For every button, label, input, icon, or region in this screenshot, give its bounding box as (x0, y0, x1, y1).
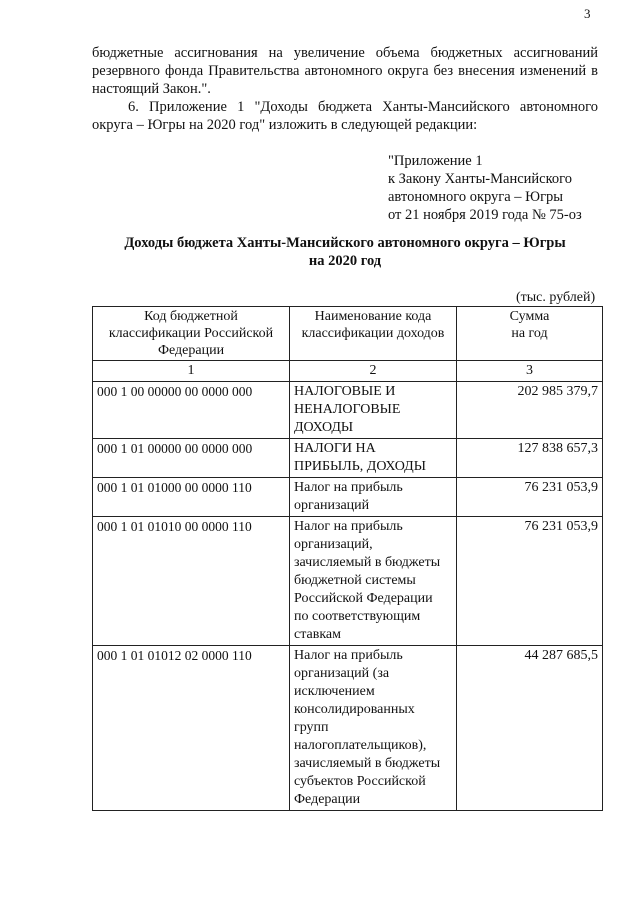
intro-line-1: бюджетные ассигнования на увеличение объема бюджетных ассигнований (92, 45, 598, 61)
income-name-line: Федерации (294, 792, 361, 807)
budget-code-cell: 000 1 01 00000 00 0000 000 (93, 439, 290, 478)
annual-sum-cell: 202 985 379,7 (457, 382, 603, 439)
units-label: (тыс. рублей) (516, 290, 596, 305)
income-name-line: НЕНАЛОГОВЫЕ (294, 402, 401, 417)
table-body (93, 382, 603, 811)
item6-line-2: округа – Югры на 2020 год" изложить в следующей редакции: (92, 117, 478, 133)
document-title (92, 234, 598, 270)
income-name-cell (290, 478, 457, 517)
header-sum-line: на год (511, 326, 548, 341)
appendix-line: от 21 ноября 2019 года № 75-оз (388, 207, 582, 223)
intro-line-3: настоящий Закон.". (92, 81, 211, 97)
income-name-line: по соответствующим (294, 609, 421, 624)
title-line: Доходы бюджета Ханты-Мансийского автономного округа – Югры (124, 235, 566, 251)
income-name-line: НАЛОГОВЫЕ И (294, 384, 396, 399)
income-name-line: организаций (294, 498, 370, 513)
header-sum (457, 307, 603, 361)
column-number: 2 (290, 361, 457, 382)
column-number: 3 (457, 361, 603, 382)
income-name-line: Налог на прибыль (294, 480, 403, 495)
income-name-line: Налог на прибыль (294, 519, 403, 534)
annual-sum-cell: 76 231 053,9 (457, 517, 603, 646)
column-number-row (93, 361, 603, 382)
budget-code-cell: 000 1 01 01010 00 0000 110 (93, 517, 290, 646)
income-name-line: организаций, (294, 537, 373, 552)
income-name-cell (290, 517, 457, 646)
income-name-line: Налог на прибыль (294, 648, 403, 663)
column-number: 1 (93, 361, 290, 382)
income-name-line: бюджетной системы (294, 573, 416, 588)
item6-line-1: 6. Приложение 1 "Доходы бюджета Ханты-Мансийского автономного (128, 99, 598, 115)
income-name-line: исключением (294, 684, 375, 699)
income-name-line: ПРИБЫЛЬ, ДОХОДЫ (294, 459, 426, 474)
header-sum-line: Сумма (509, 309, 550, 324)
income-name-line: организаций (за (294, 666, 390, 681)
budget-code-cell: 000 1 01 01012 02 0000 110 (93, 646, 290, 811)
income-name-cell (290, 382, 457, 439)
annual-sum-cell: 76 231 053,9 (457, 478, 603, 517)
title-line: на 2020 год (308, 253, 382, 269)
income-name-line: групп (294, 720, 329, 735)
income-name-line: ставкам (294, 627, 341, 642)
income-name-line: зачисляемый в бюджеты (294, 555, 441, 570)
table-row (93, 382, 603, 439)
appendix-reference (388, 152, 582, 224)
appendix-line: автономного округа – Югры (388, 189, 564, 205)
budget-code-cell: 000 1 01 01000 00 0000 110 (93, 478, 290, 517)
income-name-line: налогоплательщиков), (294, 738, 427, 753)
income-name-cell (290, 646, 457, 811)
income-name-line: Российской Федерации (294, 591, 433, 606)
table-row (93, 517, 603, 646)
revenue-table (92, 306, 603, 811)
income-name-line: субъектов Российской (294, 774, 426, 789)
appendix-line: "Приложение 1 (388, 153, 483, 169)
table-row (93, 439, 603, 478)
table-row (93, 646, 603, 811)
page-number: 3 (584, 6, 591, 21)
appendix-line: к Закону Ханты-Мансийского (388, 171, 573, 187)
intro-line-2: резервного фонда Правительства автономного округа без внесения изменений в (92, 63, 598, 79)
income-name-line: зачисляемый в бюджеты (294, 756, 441, 771)
header-name: Наименование кода классификации доходов (290, 307, 457, 361)
budget-code-cell: 000 1 00 00000 00 0000 000 (93, 382, 290, 439)
income-name-line: НАЛОГИ НА (294, 441, 376, 456)
table-row (93, 478, 603, 517)
annual-sum-cell: 127 838 657,3 (457, 439, 603, 478)
table-header-row (93, 307, 603, 361)
income-name-line: ДОХОДЫ (294, 420, 354, 435)
annual-sum-cell: 44 287 685,5 (457, 646, 603, 811)
header-code: Код бюджетной классификации Российской Федерации (93, 307, 290, 361)
income-name-line: консолидированных (294, 702, 415, 717)
income-name-cell (290, 439, 457, 478)
